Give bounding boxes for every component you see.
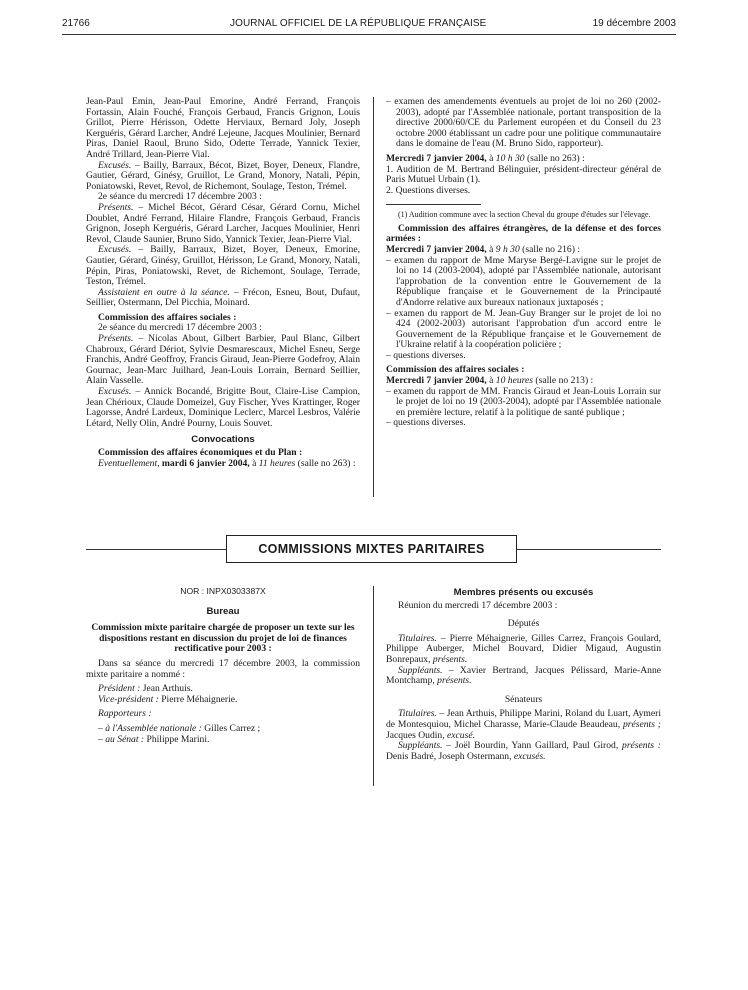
left-column-top: [86, 97, 360, 469]
convocation-room: (salle no 263) :: [295, 457, 356, 469]
commission-heading: Commission des affaires sociales :: [98, 311, 237, 323]
deputes-heading: Députés: [507, 618, 540, 630]
agenda-item: – examen du rapport de M. Jean-Guy Branger sur le projet de loi no 424 (2002-2003) autorisant l'approbation d'un accord entre le Gouvernement de la République française et le Gouvernement de l'Ukraine relatif à la coopération policière ;: [386, 307, 661, 351]
text-a: à: [486, 243, 496, 255]
meeting-line: [386, 154, 661, 165]
meeting-time: 9 h 30: [495, 243, 520, 255]
bureau-heading: Bureau: [206, 605, 240, 617]
agenda-item: – examen du rapport de MM. Francis Giraud et Jean-Louis Lorrain sur le projet de loi no 19 (2003-2004), adopté par l'Assemblée nationale en première lecture, relatif à la politique de santé publique ;: [386, 385, 661, 418]
rapporteur-an-label: – à l'Assemblée nationale :: [98, 722, 202, 734]
excuses-names: – Bailly, Barraux, Bizet, Boyer, Deneux, Emorine, Gautier, Gérard, Ginésy, Gruillot, Hérisson, Le Grand, Monory, Natali, Pépin, Piras, Poniatowski, Revet, de Richemont, Soulage, Terrade, Teston, Trémel.: [86, 244, 360, 288]
agenda-item: 2. Questions diverses.: [386, 184, 471, 196]
commission-heading: Commission mixte paritaire chargée de proposer un texte sur les dispositions restant en discussion du projet de loi de finances rectificative pour 2003 :: [91, 622, 355, 655]
eventuellement-label: Eventuellement,: [98, 457, 160, 469]
left-column-bottom: [86, 586, 360, 745]
assistaient-paragraph: [86, 288, 360, 309]
rapporteurs-label-text: Rapporteurs :: [98, 708, 152, 720]
presents-label: Présents.: [98, 201, 134, 213]
status-excuse: excusé.: [447, 729, 475, 741]
seance-line: 2e séance du mercredi 17 décembre 2003 :: [98, 191, 262, 203]
presents-names: – Michel Bécot, Gérard César, Gérard Cornu, Michel Doublet, André Ferrand, Hilaire Flandre, François Gerbaud, Francis Grignon, Joseph Kerguéris, Gérard Larcher, Jacques Moulinier, Henri Revol, Claude Saunier, Bruno Sido, Yannick Texier, Jean-Pierre Vial.: [86, 201, 360, 245]
convocations-heading: Convocations: [191, 434, 255, 446]
excuses-label: Excusés.: [98, 159, 132, 171]
deputes-suppleants: [386, 666, 661, 687]
status-present: présents :: [622, 740, 661, 752]
vice-president-label: Vice-président :: [98, 693, 159, 705]
rapporteur-senat-name: Philippe Marini.: [144, 733, 210, 745]
assistaient-names: – Frécon, Esneu, Bout, Dufaut, Seillier, Ostermann, Del Picchia, Moinard.: [86, 286, 360, 309]
seance-line: 2e séance du mercredi 17 décembre 2003 :: [98, 322, 262, 334]
titulaires-label: Titulaires.: [398, 708, 437, 720]
senateurs-suppleants: [386, 741, 661, 762]
excuses-label: Excusés.: [98, 244, 132, 256]
status-present: présents ;: [622, 718, 661, 730]
reunion-line: Réunion du mercredi 17 décembre 2003 :: [398, 599, 558, 611]
membres-heading: Membres présents ou excusés: [453, 587, 594, 598]
vice-president-name: Pierre Méhaignerie.: [158, 693, 238, 705]
meeting-date: Mercredi 7 janvier 2004,: [386, 152, 487, 164]
meeting-line: [386, 245, 661, 256]
text-a: à: [486, 152, 496, 164]
issue-date: 19 décembre 2003: [592, 18, 676, 29]
agenda-item: – questions diverses.: [386, 417, 466, 429]
agenda-item: – questions diverses.: [386, 349, 466, 361]
titulaires-names-2: Jacques Oudin,: [386, 729, 448, 741]
rapporteurs-label: [86, 709, 360, 720]
commission-heading: Commission des affaires étrangères, de la défense et des forces armées :: [386, 222, 661, 245]
agenda-item: – examen des amendements éventuels au projet de loi no 260 (2002-2003), adopté par l'Assemblée nationale, portant transposition de la directive 2000/60/CE du Parlement européen et du Conseil du 23 octobre 2000 établissant un cadre pour une politique communautaire dans le domaine de l'eau (M. Bruno Sido, rapporteur).: [386, 96, 661, 150]
presents-label: Présents.: [98, 333, 134, 345]
vice-president-line: [86, 695, 360, 706]
status-present: présents.: [432, 653, 468, 665]
journal-title: JOURNAL OFFICIEL DE LA RÉPUBLIQUE FRANÇAISE: [230, 18, 487, 29]
excuses-paragraph: [86, 161, 360, 193]
assistaient-label: Assistaient en outre à la séance.: [98, 286, 230, 298]
titulaires-names: – Pierre Méhaignerie, Gilles Carrez, François Goulard, Philippe Auberger, Michel Bouvard, Didier Migaud, Augustin Bonrepaux,: [386, 632, 661, 665]
meeting-date: Mercredi 7 janvier 2004,: [386, 243, 487, 255]
nor-reference: NOR : INPX0303387X: [180, 586, 266, 596]
president-name: Jean Arthuis.: [140, 683, 193, 695]
banner-rule: [517, 549, 661, 550]
senateurs-titulaires: [386, 709, 661, 741]
status-excuse: excusés.: [513, 750, 546, 762]
rapporteur-senat-line: [86, 735, 360, 746]
agenda-item: 1. Audition de M. Bertrand Bélinguier, président-directeur général de Paris Mutuel Urbain (1).: [386, 163, 661, 186]
text-a: à: [249, 457, 259, 469]
meeting-date: Mercredi 7 janvier 2004,: [386, 375, 487, 387]
commission-heading: Commission des affaires économiques et du Plan :: [98, 447, 303, 458]
footnote-rule: [386, 204, 481, 205]
excuses-names: – Bailly, Barraux, Bécot, Bizet, Boyer, Deneux, Flandre, Gautier, Gérard, Ginésy, Gruillot, Le Grand, Monory, Natali, Pépin, Poniatowski, Revet, Revol, de Richemont, Soulage, Teston, Trémel.: [86, 159, 360, 192]
deputes-titulaires: [386, 634, 661, 666]
suppleants-label: Suppléants.: [398, 740, 443, 752]
rapporteur-an-name: Gilles Carrez ;: [201, 722, 261, 734]
meeting-room: (salle no 216) :: [519, 243, 580, 255]
suppleants-names: – Xavier Bertrand, Jacques Pélissard, Marie-Anne Montchamp,: [386, 664, 661, 687]
presents-paragraph: [86, 334, 360, 387]
excuses-label: Excusés.: [98, 386, 132, 398]
excuses-paragraph: [86, 245, 360, 287]
right-column-top: [386, 97, 661, 429]
meeting-room: (salle no 263) :: [524, 152, 585, 164]
convocation-line: [86, 459, 360, 470]
right-column-bottom: [386, 586, 661, 762]
agenda-item: – examen du rapport de Mme Maryse Bergé-Lavigne sur le projet de loi no 14 (2003-2004), adopté par l'Assemblée nationale, autorisant l'approbation de la convention entre le Gouvernement de la République française et le Gouvernement de la Principauté d'Andorre relative aux bureaux nationaux juxtaposés ;: [386, 254, 661, 308]
attendees-list: Jean-Paul Emin, Jean-Paul Emorine, André Ferrand, François Fortassin, Alain Fouché, François Gerbaud, Francis Grignon, Louis Grillot, Pierre Hérisson, Odette Herviaux, Bernard Joly, Joseph Kerguéris, Gérard Larcher, André Lejeune, Jacques Moulinier, Bernard Piras, Daniel Raoul, Bruno Sido, Odette Terrade, Yannick Texier, André Trillard, Jean-Pierre Vial.: [86, 96, 360, 160]
text-a: à: [486, 375, 496, 387]
rapporteur-senat-label: – au Sénat :: [98, 733, 145, 745]
suppleants-names-2: Denis Badré, Joseph Ostermann,: [386, 750, 514, 762]
titulaires-names: – Jean Arthuis, Philippe Marini, Roland du Luart, Aymeri de Montesquiou, Michel Charasse, Marie-Claude Beaudeau,: [386, 708, 661, 730]
presents-names: – Nicolas About, Gilbert Barbier, Paul Blanc, Gilbert Chabroux, Gérard Dériot, Sylvie Desmarescaux, Michel Esneu, Serge Franchis, André Geoffroy, Francis Giraud, Jean-Pierre Godefroy, Alain Gournac, Jean-Marc Juilhard, Jean-Louis Lorrain, Bernard Seillier, Alain Vasselle.: [86, 333, 360, 387]
excuses-paragraph: [86, 387, 360, 429]
status-present: présents.: [437, 675, 472, 687]
banner-rule: [86, 549, 226, 550]
president-label: Président :: [98, 683, 141, 695]
meeting-time: 10 h 30: [495, 152, 525, 164]
section-title: COMMISSIONS MIXTES PARITAIRES: [258, 542, 485, 556]
section-banner: [226, 535, 517, 563]
header-rule: [62, 34, 676, 35]
titulaires-label: Titulaires.: [398, 632, 437, 644]
page-number: 21766: [62, 18, 90, 29]
column-divider-bottom: [373, 586, 374, 786]
convocation-time: 11 heures: [258, 457, 296, 469]
footnote: (1) Audition commune avec la section Cheval du groupe d'études sur l'élevage.: [398, 210, 651, 220]
suppleants-names: – Joël Bourdin, Yann Gaillard, Paul Girod,: [442, 740, 623, 752]
meeting-time: 10 heures: [495, 375, 533, 387]
commission-heading: Commission des affaires sociales :: [386, 364, 525, 376]
suppleants-label: Suppléants.: [398, 664, 443, 676]
column-divider-top: [373, 97, 374, 497]
excuses-names: – Annick Bocandé, Brigitte Bout, Claire-Lise Campion, Jean Chérioux, Claude Domeizel, Guy Fischer, Yves Krattinger, Roger Lagorsse, André Lardeux, Dominique Leclerc, Marcel Lesbros, Valérie Létard, Nelly Olin, André Pourny, Louis Souvet.: [86, 386, 360, 429]
presents-paragraph: [86, 203, 360, 245]
senateurs-heading: Sénateurs: [504, 693, 543, 705]
meeting-room: (salle no 213) :: [533, 375, 594, 387]
convocation-date: mardi 6 janvier 2004,: [159, 457, 250, 469]
intro-paragraph: Dans sa séance du mercredi 17 décembre 2003, la commission mixte paritaire a nommé :: [86, 657, 360, 680]
